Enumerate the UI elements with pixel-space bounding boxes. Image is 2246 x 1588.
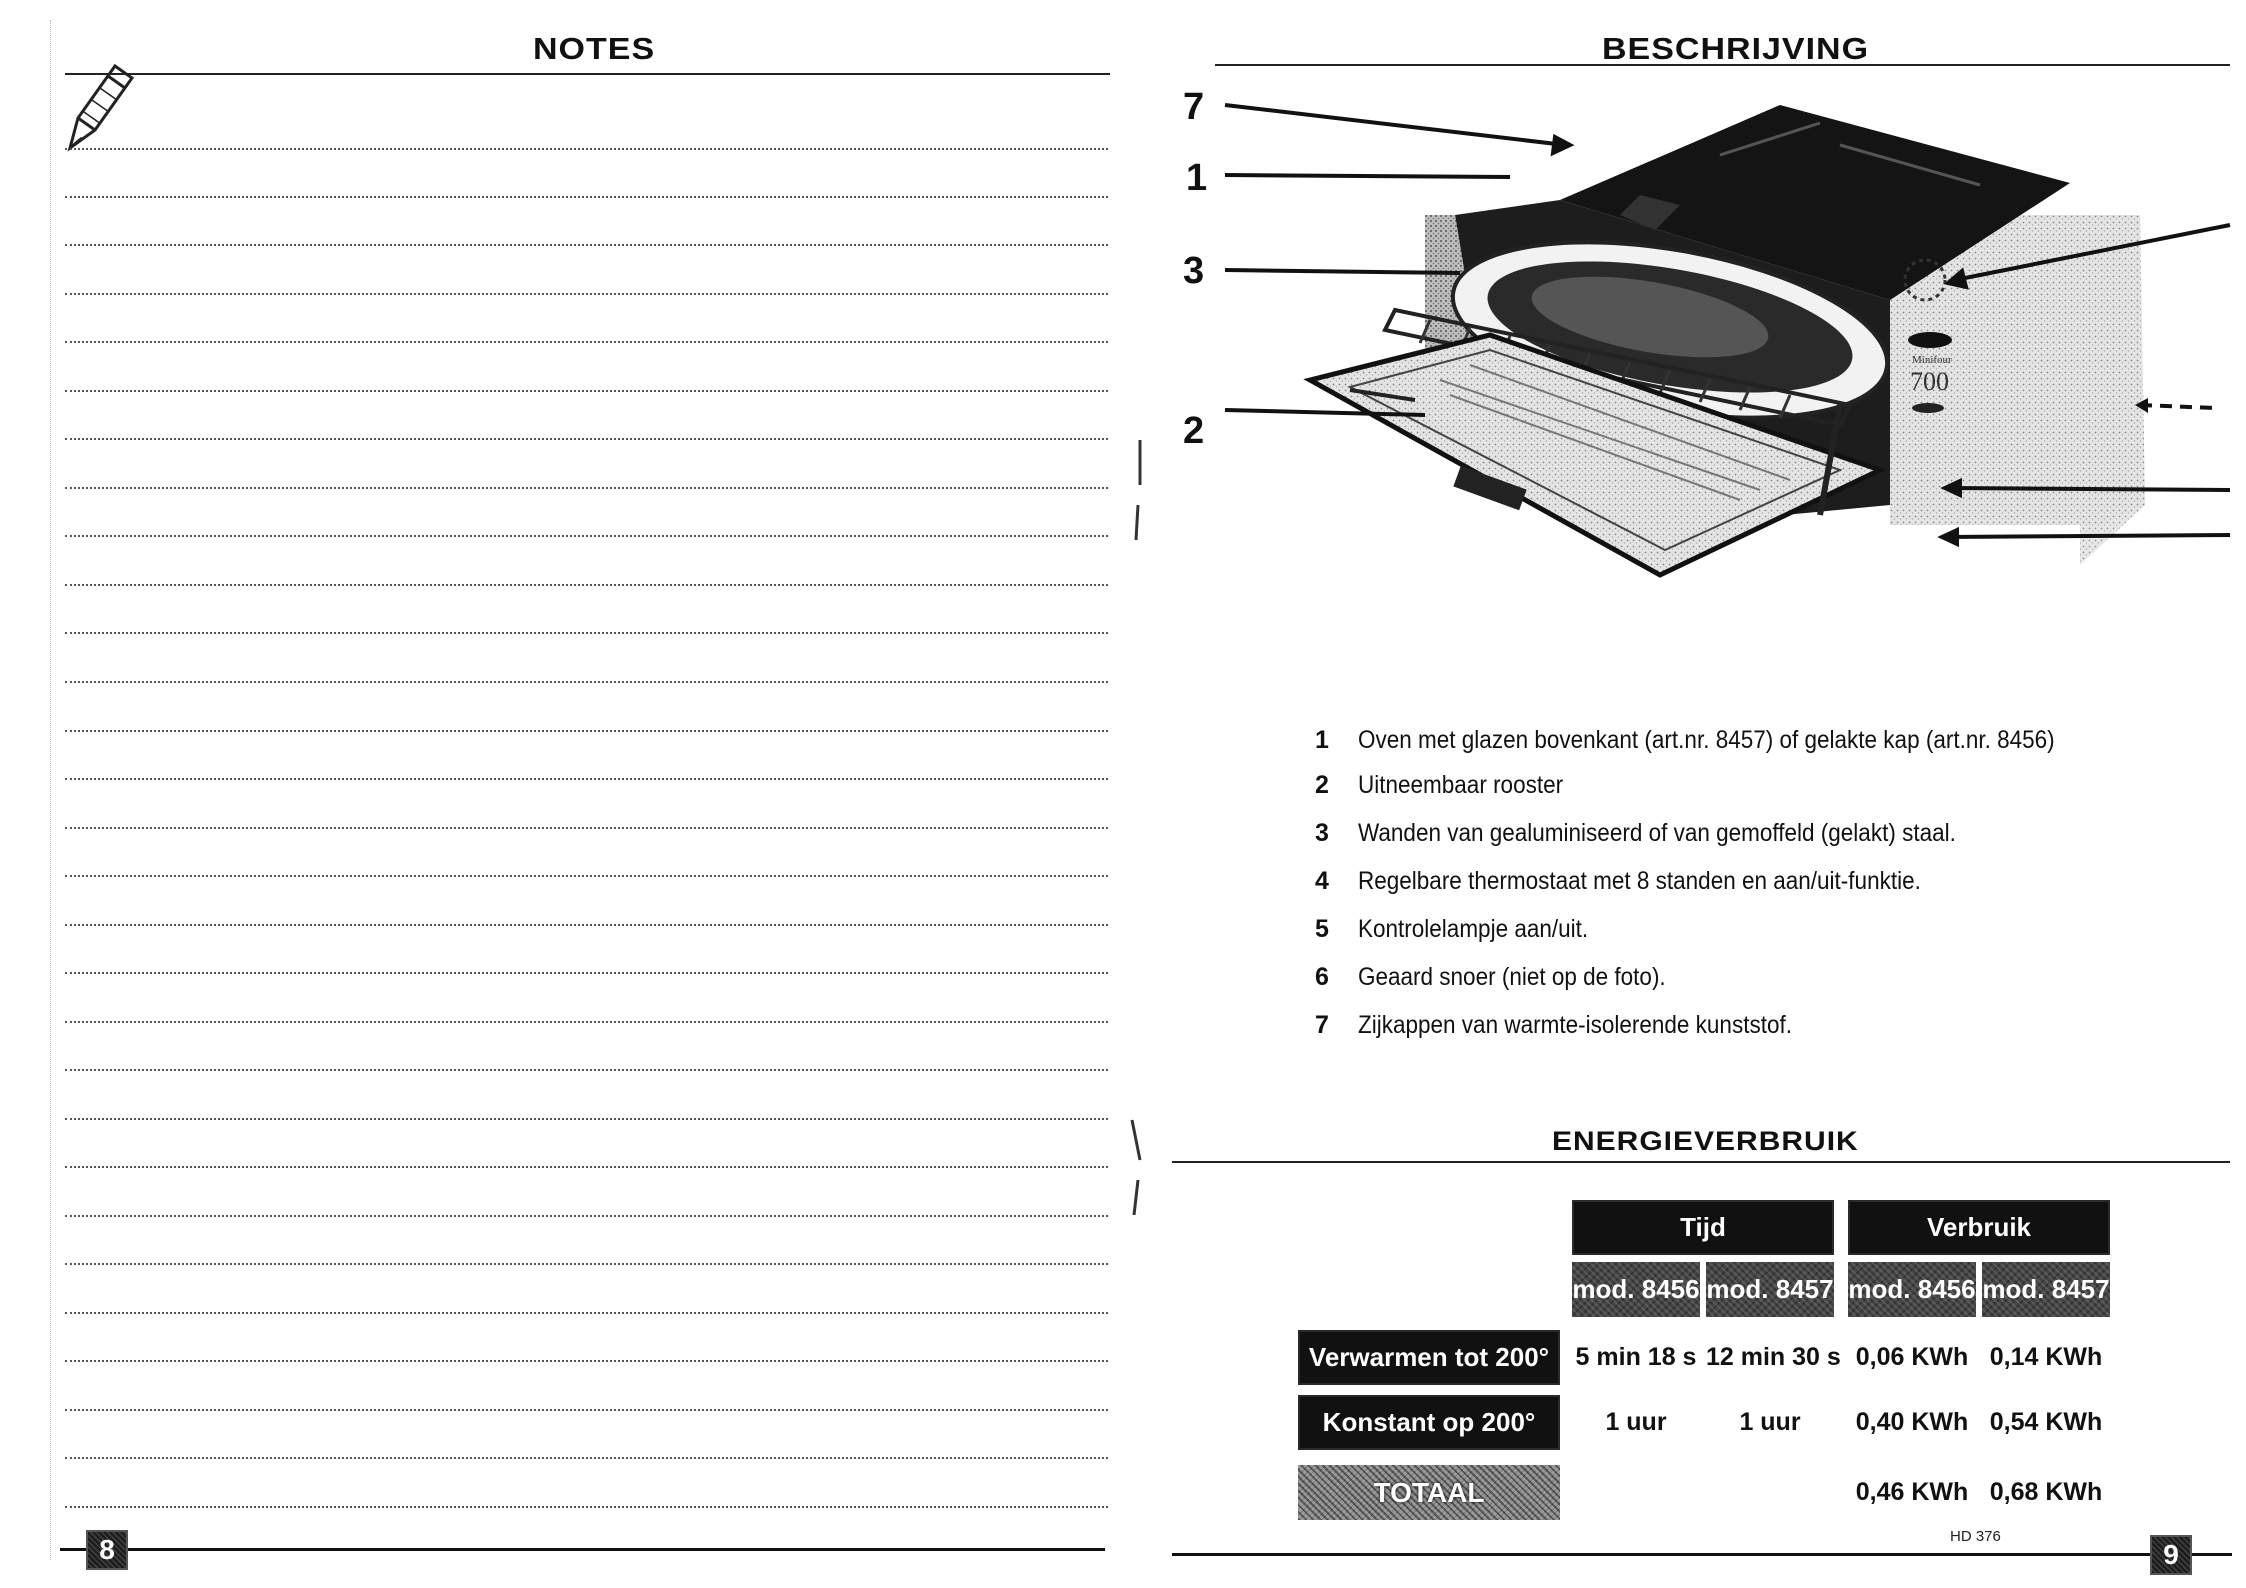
oven-illustration — [1200, 95, 2246, 700]
note-line — [65, 972, 1108, 974]
table-cell: 0,68 KWh — [1989, 1478, 2103, 1506]
note-line — [65, 681, 1108, 683]
sub-header-time-8457: mod. 8457 — [1706, 1262, 1834, 1317]
table-cell: 0,06 KWh — [1855, 1343, 1969, 1371]
note-line — [65, 1118, 1108, 1120]
col-group-time: Tijd — [1572, 1200, 1834, 1255]
note-line — [65, 827, 1108, 829]
table-cell: 0,14 KWh — [1989, 1343, 2103, 1371]
note-line — [65, 1021, 1108, 1023]
note-line — [65, 584, 1108, 586]
col-group-consumption: Verbruik — [1848, 1200, 2110, 1255]
callout-3: 3 — [1183, 250, 1205, 292]
table-cell: 5 min 18 s — [1575, 1343, 1697, 1371]
left-footer-rule — [60, 1548, 1105, 1551]
callout-7: 7 — [1183, 86, 1205, 128]
note-line — [65, 875, 1108, 877]
gutter-scan-marks — [1120, 430, 1150, 1230]
note-line — [65, 390, 1108, 392]
energy-heading-rule — [1172, 1161, 2230, 1163]
pencil-icon — [60, 58, 140, 158]
page-number-left: 8 — [86, 1530, 128, 1570]
legend-number: 3 — [1315, 819, 1329, 847]
table-cell: 1 uur — [1605, 1408, 1667, 1436]
oven-brand-label: Minifour — [1912, 354, 1952, 366]
legend-text: Zijkappen van warmte-isolerende kunststof. — [1358, 1011, 1792, 1039]
note-line — [65, 1166, 1108, 1168]
note-line — [65, 535, 1108, 537]
description-heading: BESCHRIJVING — [1602, 31, 1870, 67]
oven-model-label: 700 — [1910, 367, 1949, 396]
legend-text: Regelbare thermostaat met 8 standen en aan/uit-funktie. — [1358, 867, 1921, 895]
legend-number: 1 — [1315, 726, 1329, 754]
note-line — [65, 341, 1108, 343]
note-line — [65, 148, 1108, 150]
right-footer-rule — [1172, 1553, 2232, 1556]
note-line — [65, 1215, 1108, 1217]
note-line — [65, 1506, 1108, 1508]
note-line — [65, 1069, 1108, 1071]
table-cell: 0,40 KWh — [1855, 1408, 1969, 1436]
note-line — [65, 1457, 1108, 1459]
document-code: HD 376 — [1950, 1528, 2001, 1545]
note-line — [65, 244, 1108, 246]
binding-margin-line — [50, 20, 51, 1560]
callout-2: 2 — [1183, 410, 1205, 452]
row-label-total: TOTAAL — [1298, 1465, 1560, 1520]
legend-text: Wanden van gealuminiseerd of van gemoffeld (gelakt) staal. — [1358, 819, 1956, 847]
table-cell: 0,46 KWh — [1855, 1478, 1969, 1506]
note-line — [65, 730, 1108, 732]
table-cell: 12 min 30 s — [1706, 1343, 1841, 1371]
notes-heading-rule — [65, 73, 1110, 75]
note-line — [65, 1312, 1108, 1314]
legend-text: Geaard snoer (niet op de foto). — [1358, 963, 1666, 991]
note-line — [65, 438, 1108, 440]
description-heading-rule — [1215, 64, 2230, 66]
note-line — [65, 632, 1108, 634]
legend-text: Oven met glazen bovenkant (art.nr. 8457) of gelakte kap (art.nr. 8456) — [1358, 726, 2055, 754]
note-line — [65, 487, 1108, 489]
note-line — [65, 924, 1108, 926]
sub-header-consumption-8457: mod. 8457 — [1982, 1262, 2110, 1317]
legend-number: 2 — [1315, 771, 1329, 799]
notes-heading: NOTES — [533, 31, 656, 67]
sub-header-consumption-8456: mod. 8456 — [1848, 1262, 1976, 1317]
row-label-heating: Verwarmen tot 200° — [1298, 1330, 1560, 1385]
page-number-right: 9 — [2150, 1535, 2192, 1575]
table-cell: 0,54 KWh — [1989, 1408, 2103, 1436]
note-line — [65, 1409, 1108, 1411]
legend-number: 7 — [1315, 1011, 1329, 1039]
energy-heading: ENERGIEVERBRUIK — [1552, 1126, 1859, 1157]
legend-text: Kontrolelampje aan/uit. — [1358, 915, 1589, 943]
legend-number: 6 — [1315, 963, 1329, 991]
callout-1: 1 — [1186, 157, 1208, 199]
legend-number: 4 — [1315, 867, 1329, 895]
legend-number: 5 — [1315, 915, 1329, 943]
note-line — [65, 1263, 1108, 1265]
note-line — [65, 778, 1108, 780]
table-cell: 1 uur — [1739, 1408, 1801, 1436]
note-line — [65, 1360, 1108, 1362]
sub-header-time-8456: mod. 8456 — [1572, 1262, 1700, 1317]
row-label-constant: Konstant op 200° — [1298, 1395, 1560, 1450]
note-line — [65, 196, 1108, 198]
note-line — [65, 293, 1108, 295]
legend-text: Uitneembaar rooster — [1358, 771, 1564, 799]
